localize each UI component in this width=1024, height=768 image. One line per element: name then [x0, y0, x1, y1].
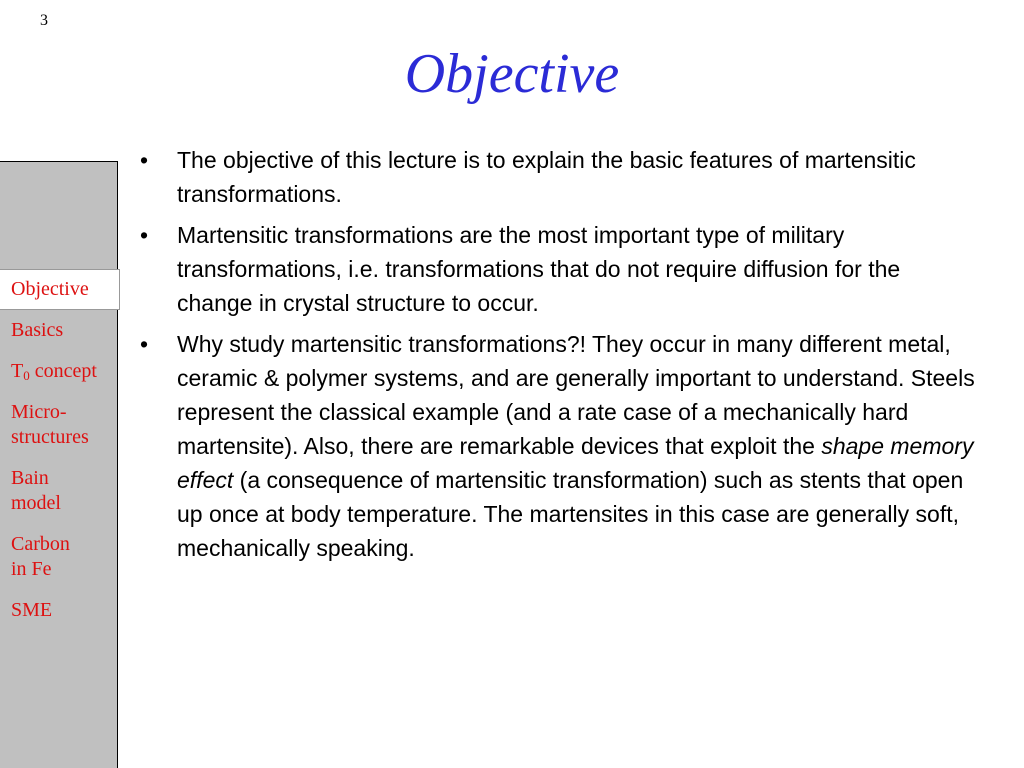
nav-item-bain-model[interactable]: Bain model: [11, 467, 61, 514]
nav-item-t0-label: T: [11, 360, 24, 382]
bullet-icon: •: [140, 222, 149, 248]
bullet-list: [140, 143, 980, 572]
bullet-icon: •: [140, 331, 149, 357]
side-navigation: [0, 269, 140, 639]
bullet-text-italic: shape memory effect: [177, 433, 974, 493]
nav-item-t0-concept[interactable]: [0, 359, 140, 384]
bullet-icon: •: [140, 147, 149, 173]
bullet-text: Martensitic transformations are the most important type of military transformations, i.e. transformations that do not require diffusion for the change in crystal structure to occur.: [177, 222, 901, 316]
nav-item-microstructures[interactable]: Micro- structures: [11, 401, 89, 448]
nav-item-t0-rest: concept: [29, 360, 97, 382]
bullet-item: [140, 218, 980, 320]
bullet-item: [140, 143, 980, 211]
slide-number: 3: [40, 12, 48, 29]
slide-title: Objective: [404, 43, 620, 105]
nav-item-basics[interactable]: Basics: [11, 319, 64, 341]
nav-item-objective[interactable]: Objective: [0, 269, 120, 310]
nav-item-carbon-in-fe[interactable]: Carbon in Fe: [11, 533, 70, 580]
bullet-text: The objective of this lecture is to explain the basic features of martensitic transformations.: [177, 147, 916, 207]
nav-item-sme[interactable]: SME: [11, 599, 53, 621]
bullet-text: [177, 331, 975, 561]
bullet-item: [140, 327, 980, 565]
bullet-text-part: (a consequence of martensitic transformation) such as stents that open up once at body temperature. The martensites in this case are generally soft, mechanically speaking.: [177, 467, 964, 561]
nav-item-t0-subscript: 0: [23, 368, 30, 383]
bullet-text-part: Why study martensitic transformations?! They occur in many different metal, ceramic & polymer systems, and are generally important to understand. Steels represent the classical example (and a rate case of a mechanically hard martensite). Also, there are remarkable devices that exploit the: [177, 331, 975, 459]
